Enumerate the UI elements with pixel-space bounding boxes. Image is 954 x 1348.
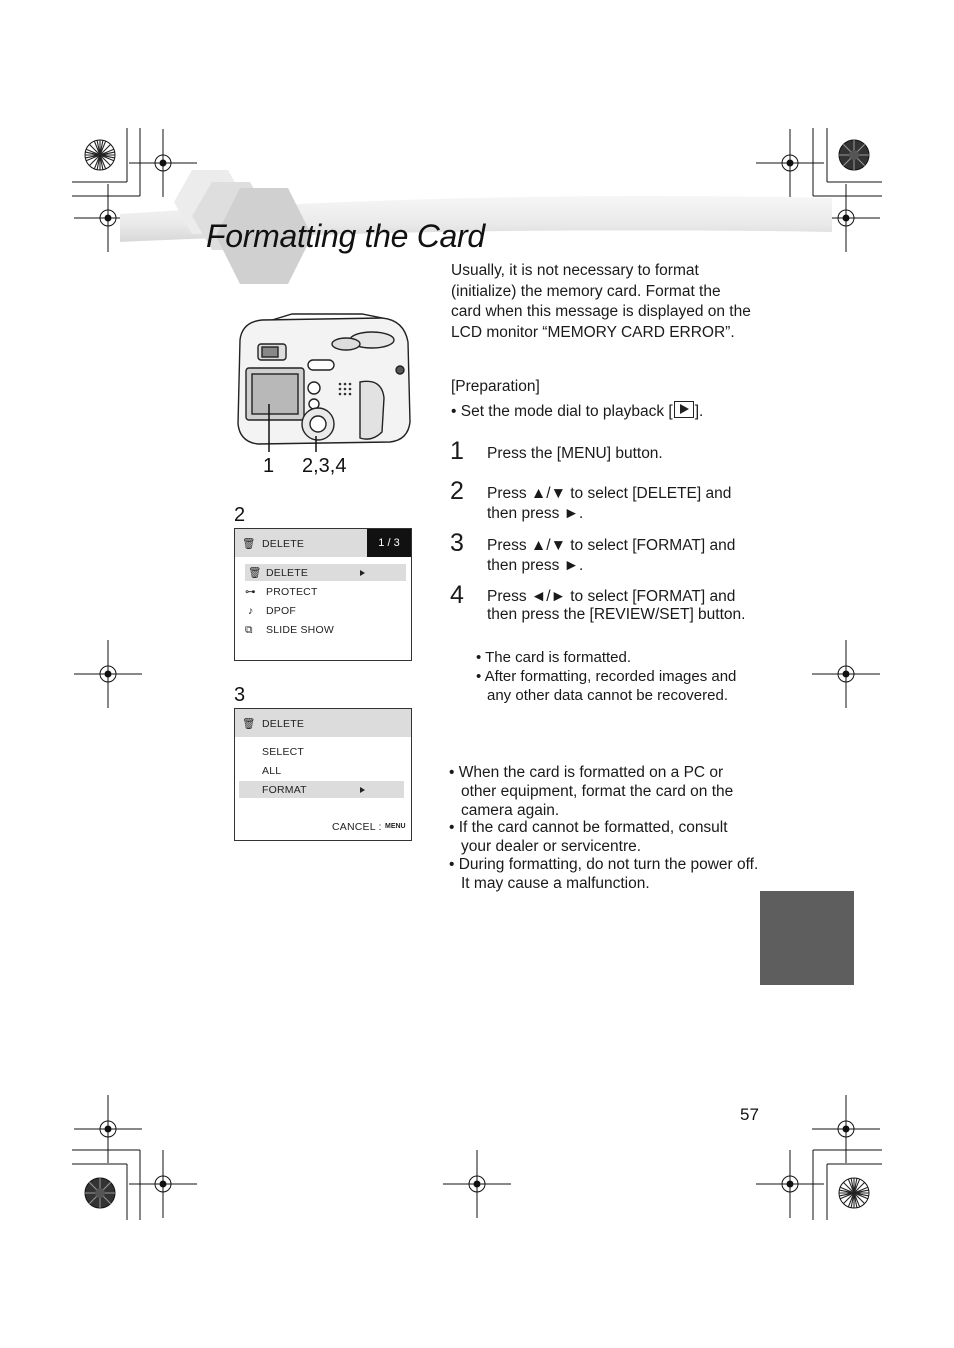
arrow-right-icon (360, 570, 365, 576)
arrow-right-icon (360, 787, 365, 793)
step-number: 1 (450, 437, 464, 465)
camera-illustration (232, 312, 414, 462)
trash-icon: 🗑 (248, 567, 262, 579)
trash-icon: 🗑 (242, 538, 256, 550)
step-number: 2 (450, 477, 464, 505)
screen-title: DELETE (262, 538, 305, 550)
cancel-label: CANCEL : (332, 821, 382, 833)
preparation-item (451, 401, 703, 423)
note-item: • When the card is formatted on a PC or other equipment, format the card on the camera again. (449, 764, 734, 819)
menu-item-delete[interactable]: DELETE (266, 567, 309, 579)
screen3-label: 3 (234, 684, 246, 706)
step-text: Press ◄/► to select [FORMAT] and then press the [REVIEW/SET] button. (487, 588, 746, 623)
page-title: Formatting the Card (206, 218, 485, 254)
result-item: • After formatting, recorded images and any other data cannot be recovered. (476, 668, 737, 704)
preparation-text: • Set the mode dial to playback [ (451, 403, 673, 420)
slideshow-icon: ⧉ (245, 624, 253, 636)
intro-paragraph: Usually, it is not necessary to format (initialize) the memory card. Format the card when this message is displayed on the LCD monitor “MEMORY CARD ERROR”. (451, 262, 751, 341)
screen-title: DELETE (262, 718, 305, 730)
step-text: Press ▲/▼ to select [DELETE] and then press ►. (487, 485, 732, 522)
preparation-heading: [Preparation] (451, 378, 540, 395)
menu-item-format[interactable]: FORMAT (262, 784, 307, 796)
section-tab (760, 891, 854, 985)
menu-item-slide-show[interactable]: SLIDE SHOW (266, 624, 334, 636)
camera-callout-234: 2,3,4 (302, 455, 347, 477)
result-item: • The card is formatted. (476, 649, 632, 666)
print-icon: ♪ (248, 605, 254, 617)
note-item: • If the card cannot be formatted, consult your dealer or servicentre. (449, 819, 728, 855)
menu-item-all[interactable]: ALL (262, 765, 282, 777)
step-number: 3 (450, 529, 464, 557)
camera-callout-1: 1 (263, 455, 275, 477)
menu-item-select[interactable]: SELECT (262, 746, 305, 758)
menu-item-protect[interactable]: PROTECT (266, 586, 318, 598)
trash-icon: 🗑 (242, 718, 256, 730)
page-number: 57 (740, 1105, 759, 1124)
note-item: • During formatting, do not turn the power off. It may cause a malfunction. (449, 856, 759, 892)
menu-key-icon: MENU (385, 823, 406, 830)
playback-icon (674, 401, 694, 418)
format-menu-screen (234, 708, 412, 841)
key-icon: ⊶ (245, 586, 256, 598)
menu-item-dpof[interactable]: DPOF (266, 605, 296, 617)
delete-menu-screen (234, 528, 412, 661)
step-text: Press the [MENU] button. (487, 445, 663, 462)
step-text: Press ▲/▼ to select [FORMAT] and then press ►. (487, 537, 736, 574)
screen2-label: 2 (234, 504, 246, 526)
page-indicator: 1 / 3 (367, 529, 411, 557)
step-number: 4 (450, 581, 464, 609)
preparation-text-end: ]. (694, 403, 704, 420)
